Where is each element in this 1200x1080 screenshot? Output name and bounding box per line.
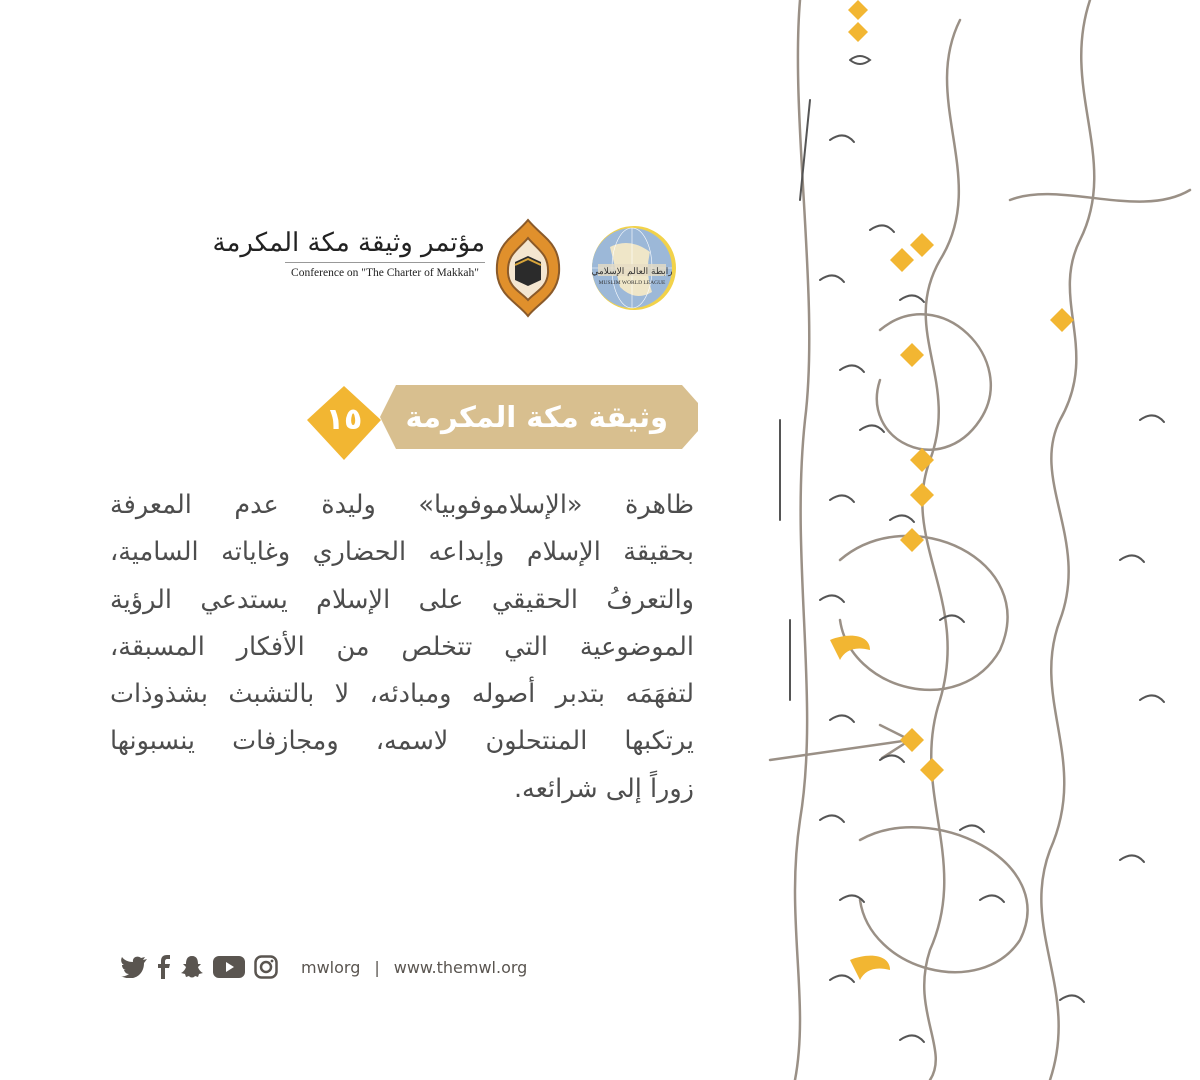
- instagram-icon[interactable]: [254, 955, 278, 979]
- body-line: زوراً إلى شرائعه.: [513, 773, 694, 804]
- conference-logo-english: Conference on "The Charter of Makkah": [291, 267, 479, 279]
- body-line: ظاهرة «الإسلاموفوبيا» وليدة عدم المعرفة: [110, 490, 694, 520]
- body-line: بحقيقة الإسلام وإبداعه الحضاري وغاياته السامية،: [110, 537, 694, 568]
- youtube-icon[interactable]: [213, 956, 245, 978]
- snapchat-icon[interactable]: [180, 955, 204, 979]
- social-handle[interactable]: mwlorg: [301, 957, 361, 977]
- mwl-logo: [590, 222, 682, 318]
- svg-text:رابطة العالم الإسلامي: رابطة العالم الإسلامي: [591, 267, 673, 277]
- footer-separator: |: [374, 957, 380, 977]
- body-text: [110, 482, 694, 813]
- conference-logo-arabic: مؤتمر وثيقة مكة المكرمة: [285, 228, 485, 263]
- calligraphy-decoration: [760, 0, 1200, 1080]
- item-number: ١٥: [325, 402, 363, 437]
- item-number-badge: [305, 384, 383, 462]
- kaaba-emblem-icon: [493, 218, 563, 318]
- banner-title: وثيقة مكة المكرمة: [405, 400, 668, 434]
- facebook-icon[interactable]: [157, 955, 171, 979]
- conference-logo: [212, 228, 485, 279]
- body-line: لتفهَمَه بتدبر أصوله ومبادئه، لا بالتشبث بشذوذات: [110, 679, 694, 710]
- twitter-icon[interactable]: [120, 956, 148, 978]
- footer: [120, 952, 527, 982]
- logos-row: [212, 218, 685, 318]
- body-line: والتعرفُ الحقيقي على الإسلام يستدعي الرؤية: [110, 584, 694, 615]
- globe-icon: [590, 222, 682, 314]
- svg-text:MUSLIM WORLD LEAGUE: MUSLIM WORLD LEAGUE: [598, 280, 666, 286]
- body-line: يرتكبها المنتحلون لاسمه، ومجازفات ينسبونها: [110, 726, 694, 757]
- body-line: الموضوعية التي تتخلص من الأفكار المسبقة،: [110, 631, 694, 662]
- website-link[interactable]: www.themwl.org: [393, 957, 528, 977]
- title-banner: [380, 385, 698, 449]
